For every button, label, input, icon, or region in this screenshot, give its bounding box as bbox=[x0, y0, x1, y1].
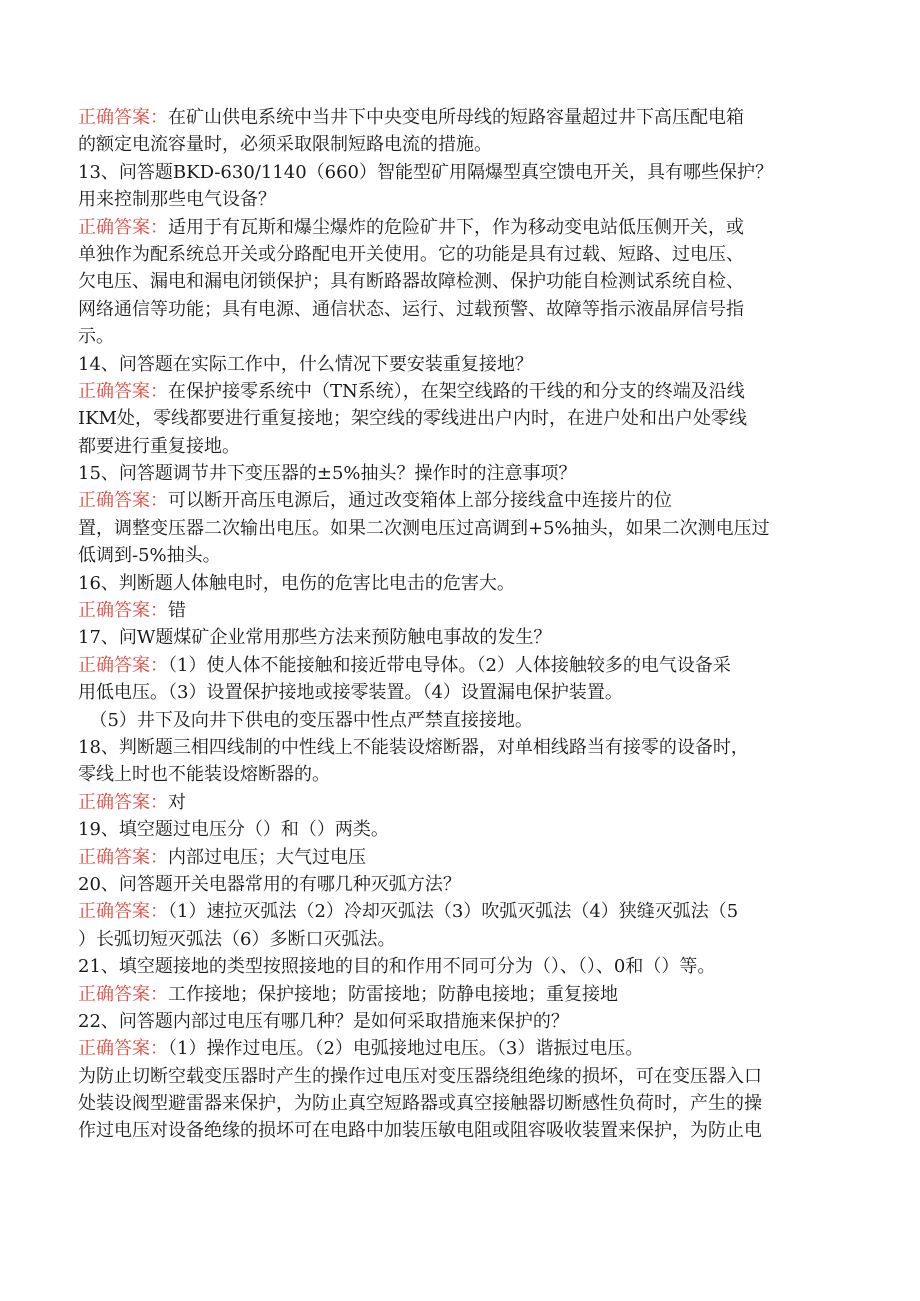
document-body bbox=[78, 104, 842, 1145]
line-text: 19、填空题过电压分（）和（）两类。 bbox=[78, 819, 389, 841]
line-text: 在矿山供电系统中当井下中央变电所母线的短路容量超过井下高压配电箱 bbox=[168, 107, 744, 128]
line-text: 低调到-5%抽头。 bbox=[78, 545, 221, 567]
answer-line bbox=[78, 981, 842, 1008]
text-line bbox=[78, 296, 842, 323]
answer-label: 正确答案： bbox=[78, 791, 168, 813]
line-text: 用来控制那些电气设备？ bbox=[78, 189, 276, 211]
line-text: ）长弧切短灭弧法（6）多断口灭弧法。 bbox=[78, 928, 396, 950]
answer-label: 正确答案： bbox=[78, 216, 168, 238]
answer-line bbox=[78, 898, 842, 925]
text-line bbox=[78, 1090, 842, 1117]
text-line bbox=[78, 268, 842, 295]
answer-label: 正确答案： bbox=[78, 654, 168, 676]
line-text: 用低电压。（3）设置保护接地或接零装置。（4）设置漏电保护装置。 bbox=[78, 682, 623, 704]
text-line bbox=[78, 926, 842, 953]
answer-line bbox=[78, 1035, 842, 1062]
text-line bbox=[78, 816, 842, 843]
answer-label: 正确答案： bbox=[78, 380, 168, 402]
answer-label: 正确答案： bbox=[78, 983, 168, 1005]
text-line bbox=[78, 707, 842, 734]
text-line bbox=[78, 570, 842, 597]
answer-line bbox=[78, 652, 842, 679]
line-text: 20、问答题开关电器常用的有哪几种灭弧方法？ bbox=[78, 873, 461, 895]
line-text: 16、判断题人体触电时，电伤的危害比电击的危害大。 bbox=[78, 572, 515, 594]
text-line bbox=[78, 433, 842, 460]
line-text: 示。 bbox=[78, 326, 114, 348]
line-text: 18、判断题三相四线制的中性线上不能装设熔断器，对单相线路当有接零的设备时， bbox=[78, 736, 749, 758]
text-line bbox=[78, 734, 842, 761]
line-text: （1）速拉灭弧法（2）冷却灭弧法（3）吹弧灭弧法（4）狭缝灭弧法（5 bbox=[168, 901, 739, 923]
text-line bbox=[78, 871, 842, 898]
text-line bbox=[78, 515, 842, 542]
line-text: 22、问答题内部过电压有哪几种？是如何采取措施来保护的？ bbox=[78, 1010, 569, 1032]
text-line bbox=[78, 953, 842, 980]
line-text: 零线上时也不能装设熔断器的。 bbox=[78, 764, 330, 786]
answer-label: 正确答案： bbox=[78, 490, 168, 512]
line-text: 可以断开高压电源后，通过改变箱体上部分接线盒中连接片的位 bbox=[168, 490, 672, 512]
text-line bbox=[78, 1117, 842, 1144]
line-text: IKM处，零线都要进行重复接地；架空线的零线进出户内时，在进户处和出户处零线 bbox=[78, 408, 747, 430]
line-text: 网络通信等功能；具有电源、通信状态、运行、过载预警、故障等指示液晶屏信号指 bbox=[78, 298, 744, 320]
text-line bbox=[78, 542, 842, 569]
answer-line bbox=[78, 789, 842, 816]
text-line bbox=[78, 460, 842, 487]
line-text: 13、问答题BKD-630/1140（660）智能型矿用隔爆型真空馈电开关，具有哪些保护？ bbox=[78, 161, 774, 183]
line-text: 对 bbox=[168, 791, 186, 813]
line-text: 在保护接零系统中（TN系统），在架空线路的干线的和分支的终端及沿线 bbox=[168, 380, 745, 402]
text-line bbox=[78, 186, 842, 213]
line-text: 单独作为配系统总开关或分路配电开关使用。它的功能是具有过载、短路、过电压、 bbox=[78, 243, 744, 265]
answer-label: 正确答案： bbox=[78, 107, 168, 128]
line-text: （1）操作过电压。（2）电弧接地过电压。（3）谐振过电压。 bbox=[168, 1038, 644, 1060]
text-line bbox=[78, 679, 842, 706]
answer-line bbox=[78, 597, 842, 624]
text-line bbox=[78, 323, 842, 350]
line-text: 处装设阀型避雷器来保护，为防止真空短路器或真空接触器切断感性负荷时，产生的操 bbox=[78, 1093, 762, 1115]
line-text: 适用于有瓦斯和爆尘爆炸的危险矿井下，作为移动变电站低压侧开关，或 bbox=[168, 216, 744, 238]
line-text: 都要进行重复接地。 bbox=[78, 435, 240, 457]
text-line bbox=[78, 241, 842, 268]
line-text: 14、问答题在实际工作中，什么情况下要安装重复接地？ bbox=[78, 353, 533, 375]
line-text: 错 bbox=[168, 600, 186, 622]
line-text: 为防止切断空载变压器时产生的操作过电压对变压器绕组绝缘的损坏，可在变压器入口 bbox=[78, 1065, 762, 1087]
line-text: 欠电压、漏电和漏电闭锁保护；具有断路器故障检测、保护功能自检测试系统自检、 bbox=[78, 271, 744, 293]
line-text: 内部过电压；大气过电压 bbox=[168, 846, 366, 868]
line-text: 作过电压对设备绝缘的损坏可在电路中加装压敏电阻或阻容吸收装置来保护，为防止电 bbox=[78, 1120, 762, 1142]
text-line bbox=[78, 351, 842, 378]
text-line bbox=[78, 1008, 842, 1035]
answer-label: 正确答案： bbox=[78, 846, 168, 868]
line-text: 21、填空题接地的类型按照接地的目的和作用不同可分为（）、（）、0和（）等。 bbox=[78, 956, 716, 978]
line-text: 置，调整变压器二次输出电压。如果二次测电压过高调到+5%抽头，如果二次测电压过 bbox=[78, 517, 770, 539]
answer-line bbox=[78, 844, 842, 871]
line-text: （5）井下及向井下供电的变压器中性点严禁直接接地。 bbox=[78, 709, 533, 731]
answer-line bbox=[78, 104, 842, 131]
line-text: 工作接地；保护接地；防雷接地；防静电接地；重复接地 bbox=[168, 983, 618, 1005]
text-line bbox=[78, 624, 842, 651]
text-line bbox=[78, 761, 842, 788]
answer-label: 正确答案： bbox=[78, 600, 168, 622]
answer-label: 正确答案： bbox=[78, 901, 168, 923]
line-text: （1）使人体不能接触和接近带电导体。（2）人体接触较多的电气设备采 bbox=[168, 654, 731, 676]
text-line bbox=[78, 1063, 842, 1090]
line-text: 15、问答题调节井下变压器的±5%抽头？操作时的注意事项？ bbox=[78, 463, 577, 485]
text-line bbox=[78, 131, 842, 158]
answer-line bbox=[78, 378, 842, 405]
text-line bbox=[78, 405, 842, 432]
answer-line bbox=[78, 214, 842, 241]
answer-label: 正确答案： bbox=[78, 1038, 168, 1060]
line-text: 的额定电流容量时，必须采取限制短路电流的措施。 bbox=[78, 134, 492, 156]
answer-line bbox=[78, 487, 842, 514]
line-text: 17、问W题煤矿企业常用那些方法来预防触电事故的发生？ bbox=[78, 627, 552, 649]
text-line bbox=[78, 159, 842, 186]
